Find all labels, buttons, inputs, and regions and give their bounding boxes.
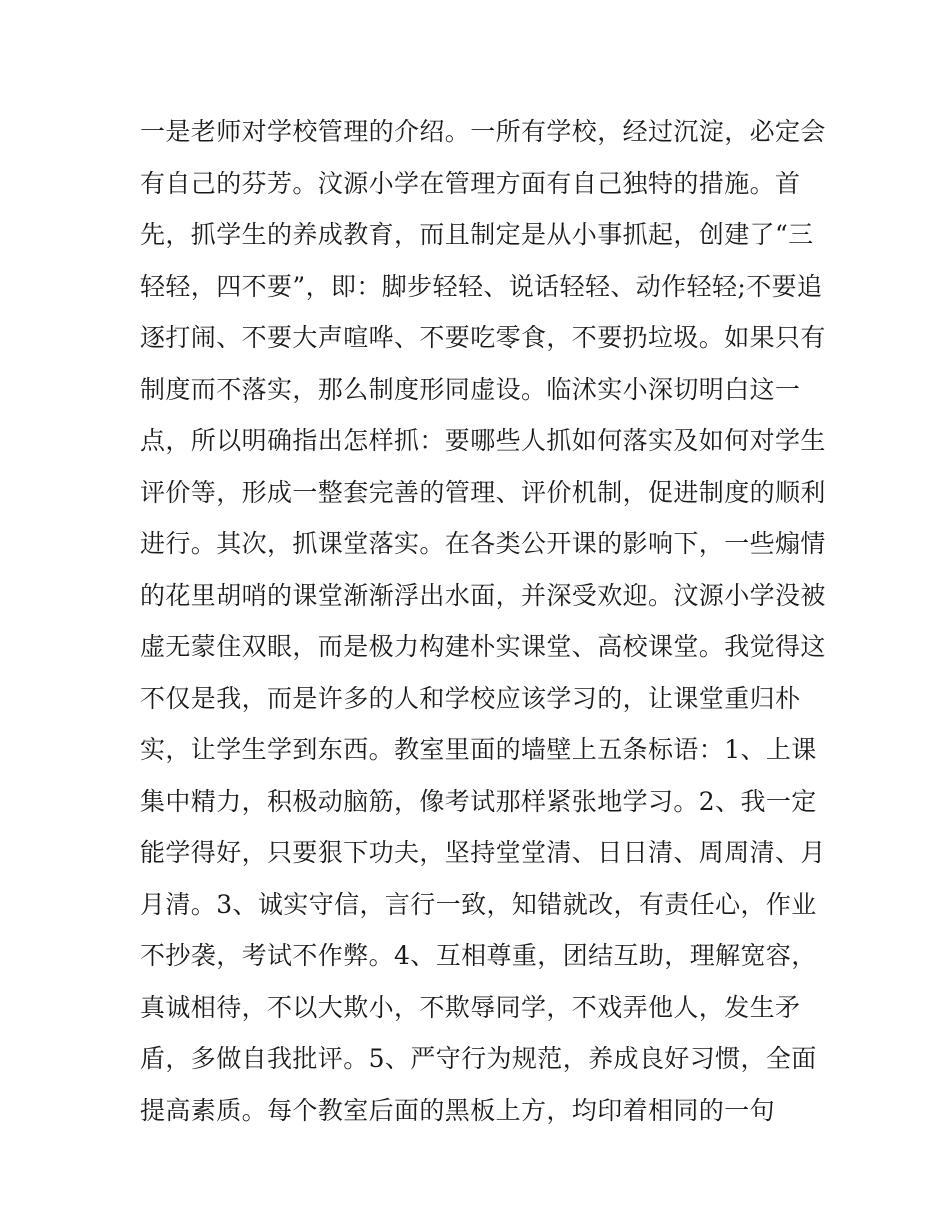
text-line-4: 轻轻，四不要”，即：脚步轻轻、说话轻轻、动作轻轻;不要追 (140, 271, 823, 301)
text-line-7: 点，所以明确指出怎样抓：要哪些人抓如何落实及如何对学生 (140, 426, 826, 455)
text-line-19: 盾，多做自我批评。5、严守行为规范，养成良好习惯，全面 (140, 1044, 817, 1073)
text-line-10: 的花里胡哨的课堂渐渐浮出水面，并深受欢迎。汶源小学没被 (140, 580, 826, 610)
text-line-20: 提高素质。每个教室后面的黑板上方，均印着相同的一句 (140, 1095, 776, 1125)
text-line-16: 月清。3、诚实守信，言行一致，知错就改，有责任心，作业 (140, 889, 817, 919)
body-paragraph (140, 106, 830, 1136)
text-line-14: 集中精力，积极动脑筋，像考试那样紧张地学习。2、我一定 (140, 786, 817, 816)
text-line-8: 评价等，形成一整套完善的管理、评价机制，促进制度的顺利 (140, 477, 826, 507)
text-line-12: 不仅是我，而是许多的人和学校应该学习的，让课堂重归朴 (140, 683, 801, 713)
text-line-6: 制度而不落实，那么制度形同虚设。临沭实小深切明白这一 (140, 374, 801, 404)
text-line-13: 实，让学生学到东西。教室里面的墙壁上五条标语：1、上课 (140, 735, 817, 764)
text-line-9: 进行。其次，抓课堂落实。在各类公开课的影响下，一些煽情 (140, 529, 826, 558)
text-line-5: 逐打闹、不要大声喧哗、不要吃零食，不要扔垃圾。如果只有 (140, 323, 826, 352)
text-line-11: 虚无蒙住双眼，而是极力构建朴实课堂、高校课堂。我觉得这 (140, 632, 826, 661)
text-line-3: 先，抓学生的养成教育，而且制定是从小事抓起，创建了“三 (140, 220, 814, 249)
text-line-17: 不抄袭，考试不作弊。4、互相尊重，团结互助，理解宽容， (140, 941, 817, 970)
text-line-15: 能学得好，只要狠下功夫，坚持堂堂清、日日清、周周清、月 (140, 838, 826, 867)
text-line-18: 真诚相待，不以大欺小，不欺辱同学，不戏弄他人，发生矛 (140, 992, 801, 1022)
text-line-2: 有自己的芬芳。汶源小学在管理方面有自己独特的措施。首 (140, 168, 801, 198)
text-line-1: 一是老师对学校管理的介绍。一所有学校，经过沉淀，必定会 (140, 117, 826, 146)
